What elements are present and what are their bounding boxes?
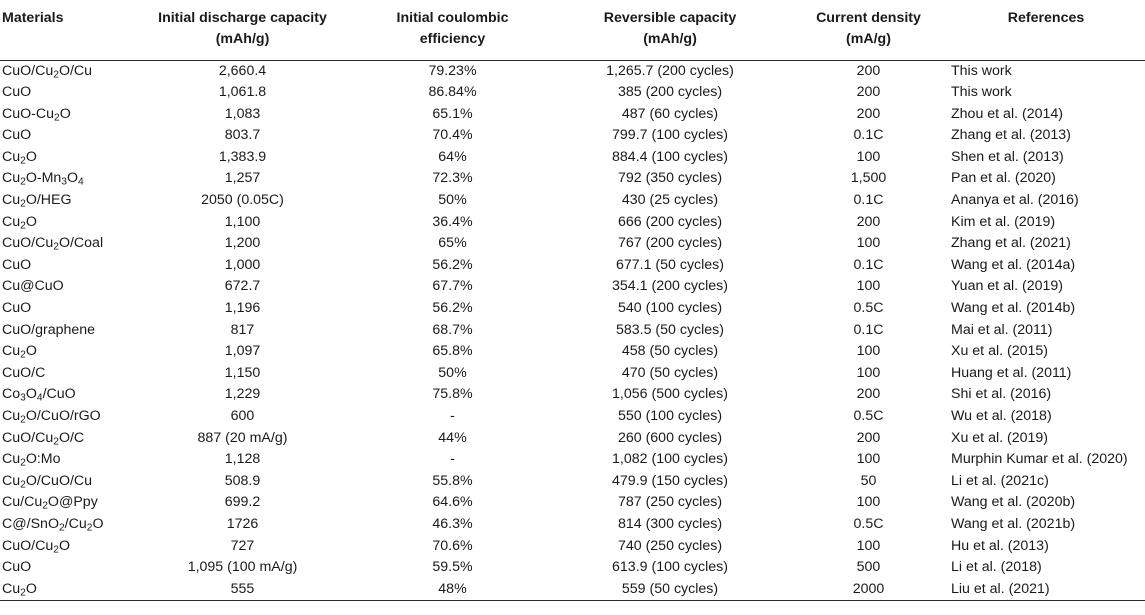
cell-coulombic-efficiency: 64.6%: [432, 494, 473, 511]
cell-reference: Pan et al. (2020): [951, 170, 1056, 187]
cell-coulombic-efficiency: 36.4%: [432, 213, 473, 230]
cell-initial-discharge: 1,257: [224, 170, 261, 187]
cell-coulombic-efficiency: 50%: [438, 192, 467, 209]
cell-reference: Ananya et al. (2016): [951, 192, 1079, 209]
cell-reversible-capacity: 550 (100 cycles): [617, 408, 723, 424]
cell-initial-discharge: 508.9: [224, 472, 261, 489]
cell-reference: Wu et al. (2018): [951, 408, 1052, 424]
table-row: [0, 341, 1145, 363]
cell-coulombic-efficiency: 46.3%: [432, 515, 473, 532]
cell-initial-discharge: 803.7: [224, 127, 261, 144]
cell-initial-discharge: 1,128: [224, 451, 261, 468]
cell-current-density: 200: [856, 105, 881, 122]
cell-reversible-capacity: 814 (300 cycles): [617, 515, 723, 532]
cell-initial-discharge: 1,383.9: [218, 148, 267, 165]
table-row: [0, 60, 1145, 82]
cell-current-density: 200: [856, 429, 881, 446]
cell-material: CuO/$Cu_2O$/Coal: [2, 235, 104, 253]
table-row: [0, 320, 1145, 342]
table-row: [0, 125, 1145, 147]
cell-coulombic-efficiency: 68.7%: [432, 321, 473, 338]
cell-current-density: 0.5C: [853, 300, 884, 317]
table-row: [0, 406, 1145, 428]
cell-coulombic-efficiency: 65.1%: [432, 105, 473, 122]
cell-coulombic-efficiency: 56.2%: [432, 300, 473, 317]
cell-reference: Li et al. (2021c): [951, 472, 1049, 489]
cell-reversible-capacity: 787 (250 cycles): [617, 494, 723, 511]
cell-material: $Cu_2O$: [0, 579, 130, 601]
cell-material: $Cu_2O$: [2, 213, 37, 232]
cell-reversible-capacity: 470 (50 cycles): [621, 364, 719, 381]
cell-material: $Cu_2O$: [2, 148, 37, 167]
cell-reversible-capacity: 1,056 (500 cycles): [612, 386, 728, 403]
cell-reference: Yuan et al. (2019): [951, 278, 1064, 295]
cell-coulombic-efficiency: 67.7%: [432, 278, 473, 295]
cell-material: CuO/$Cu_2O/C$: [2, 429, 85, 448]
header-current-density: Current density (mA/g): [790, 0, 947, 60]
cell-coulombic-efficiency: 65.8%: [432, 343, 473, 360]
cell-initial-discharge: 2,660.4: [218, 62, 267, 79]
cell-material: $Cu_2O-Mn_3O_4$: [2, 170, 84, 189]
table-row: [0, 471, 1145, 493]
table-row: [0, 168, 1145, 190]
cell-material: $Cu_2O/CuO$/rGO: [2, 408, 101, 426]
cell-coulombic-efficiency: 86.84%: [428, 84, 477, 101]
cell-reversible-capacity: 799.7 (100 cycles): [612, 127, 728, 144]
cell-material: CuO/C: [2, 364, 46, 381]
table-row: [0, 492, 1145, 514]
cell-material: $C@/SnO_2/Cu_2O$: [2, 515, 104, 534]
cell-initial-discharge: 2050 (0.05C): [201, 192, 284, 209]
cell-reversible-capacity: 583.5 (50 cycles): [615, 321, 725, 338]
table-row: [0, 233, 1145, 255]
cell-coulombic-efficiency: 55.8%: [432, 472, 473, 489]
header-initial-discharge-capacity: Initial discharge capacity (mAh/g): [130, 0, 355, 60]
cell-initial-discharge: 672.7: [224, 278, 261, 295]
cell-current-density: 100: [856, 494, 881, 511]
cell-current-density: 100: [856, 364, 881, 381]
cell-reference: Kim et al. (2019): [951, 213, 1056, 230]
cell-reference: Xu et al. (2015): [951, 343, 1049, 360]
table-row: [0, 449, 1145, 471]
cell-coulombic-efficiency: 56.2%: [432, 256, 473, 273]
cell-initial-discharge: 555: [130, 579, 355, 601]
cell-reversible-capacity: 666 (200 cycles): [617, 213, 723, 230]
cell-coulombic-efficiency: 59.5%: [432, 559, 473, 576]
cell-material: CuO: [2, 300, 32, 317]
cell-reversible-capacity: 540 (100 cycles): [617, 300, 723, 317]
cell-reference: Zhang et al. (2013): [951, 127, 1071, 144]
cell-current-density: 200: [856, 386, 881, 403]
cell-reversible-capacity: 613.9 (100 cycles): [612, 559, 728, 576]
table-row: [0, 557, 1145, 579]
cell-initial-discharge: 1,100: [224, 213, 261, 230]
header-row: [0, 0, 1145, 60]
cell-reference: Li et al. (2018): [951, 559, 1042, 576]
cell-reference: Zhou et al. (2014): [951, 105, 1063, 122]
cell-material: $Cu_2O:Mo$: [2, 451, 61, 469]
cell-reference: Shi et al. (2016): [951, 386, 1052, 403]
cell-reference: This work: [951, 62, 1012, 79]
cell-material: CuO/graphene: [2, 321, 96, 338]
cell-coulombic-efficiency: -: [450, 408, 455, 424]
cell-material: CuO-$Cu_2O$: [2, 105, 71, 124]
cell-reversible-capacity: 1,265.7 (200 cycles): [606, 62, 734, 79]
cell-material: $Cu_2O$: [2, 343, 37, 361]
cell-reversible-capacity: 260 (600 cycles): [617, 429, 723, 446]
cell-coulombic-efficiency: 70.6%: [432, 537, 473, 554]
cell-reference: Wang et al. (2020b): [951, 494, 1076, 511]
cell-initial-discharge: 1,196: [224, 300, 261, 317]
table-row: [0, 147, 1145, 169]
cell-material: CuO: [2, 256, 32, 273]
cell-current-density: 100: [856, 235, 881, 252]
cell-reference: This work: [951, 84, 1012, 101]
cell-initial-discharge: 1726: [226, 515, 259, 532]
cell-reversible-capacity: 458 (50 cycles): [621, 343, 719, 360]
cell-reversible-capacity: 740 (250 cycles): [617, 537, 723, 554]
header-references: References: [947, 0, 1145, 60]
cell-reference: Murphin Kumar et al. (2020): [951, 451, 1128, 468]
cell-material: Cu@CuO: [2, 278, 64, 295]
table-row: [0, 276, 1145, 298]
cell-coulombic-efficiency: 65%: [438, 235, 467, 252]
table-row: [0, 298, 1145, 320]
cell-material: $Cu/Cu_2O@Ppy$: [2, 494, 98, 512]
cell-current-density: 0.1C: [853, 256, 884, 273]
cell-initial-discharge: 1,097: [224, 343, 261, 360]
cell-current-density: 0.1C: [853, 192, 884, 209]
table-row: [0, 212, 1145, 234]
header-reversible-capacity: Reversible capacity (mAh/g): [550, 0, 790, 60]
cell-reversible-capacity: 884.4 (100 cycles): [612, 148, 728, 165]
cell-current-density: 2000: [790, 579, 947, 601]
cell-coulombic-efficiency: 44%: [438, 429, 467, 446]
cell-initial-discharge: 887 (20 mA/g): [197, 429, 288, 446]
cell-coulombic-efficiency: 79.23%: [428, 62, 477, 79]
cell-reference: Shen et al. (2013): [951, 148, 1064, 165]
cell-current-density: 500: [856, 559, 881, 576]
cell-reversible-capacity: 677.1 (50 cycles): [615, 256, 725, 273]
table-body: [0, 60, 1145, 601]
cell-material: CuO/$Cu_2O/Cu$: [2, 62, 93, 81]
cell-current-density: 100: [856, 451, 881, 468]
cell-initial-discharge: 1,229: [224, 386, 261, 403]
cell-reference: Huang et al. (2011): [951, 364, 1072, 381]
cell-current-density: 0.1C: [853, 127, 884, 144]
cell-initial-discharge: 1,200: [224, 235, 261, 252]
cell-reversible-capacity: 354.1 (200 cycles): [612, 278, 728, 295]
cell-material: CuO: [2, 559, 32, 576]
cell-reversible-capacity: 487 (60 cycles): [621, 105, 719, 122]
cell-current-density: 200: [856, 84, 881, 101]
cell-current-density: 0.1C: [853, 321, 884, 338]
cell-current-density: 200: [856, 213, 881, 230]
cell-initial-discharge: 1,000: [224, 256, 261, 273]
cell-current-density: 100: [856, 343, 881, 360]
cell-material: CuO: [2, 84, 32, 101]
cell-reversible-capacity: 1,082 (100 cycles): [612, 451, 728, 468]
cell-current-density: 1,500: [850, 170, 887, 187]
cell-initial-discharge: 817: [230, 321, 255, 338]
cell-reversible-capacity: 430 (25 cycles): [621, 192, 719, 209]
cell-reversible-capacity: 479.9 (150 cycles): [612, 472, 728, 489]
cell-reference: Liu et al. (2021): [947, 579, 1145, 601]
cell-reference: Wang et al. (2014b): [951, 300, 1076, 317]
cell-material: $Co_3O_4$/CuO: [2, 386, 76, 404]
table-row: [0, 536, 1145, 558]
cell-coulombic-efficiency: 50%: [438, 364, 467, 381]
cell-current-density: 0.5C: [853, 515, 884, 532]
table-row: [0, 384, 1145, 406]
table-header: [0, 0, 1145, 60]
cell-initial-discharge: 1,083: [224, 105, 261, 122]
cell-material: CuO: [2, 127, 32, 144]
table-row: [0, 579, 1145, 601]
cell-initial-discharge: 699.2: [224, 494, 261, 511]
cell-current-density: 100: [856, 148, 881, 165]
header-materials: Materials: [0, 0, 130, 60]
cell-coulombic-efficiency: 75.8%: [432, 386, 473, 403]
cell-reference: Wang et al. (2021b): [951, 515, 1076, 532]
cell-initial-discharge: 600: [230, 408, 255, 424]
cell-current-density: 200: [856, 62, 881, 79]
table-row: [0, 363, 1145, 385]
cell-current-density: 0.5C: [853, 408, 884, 424]
cell-initial-discharge: 727: [230, 537, 255, 554]
cell-current-density: 50: [860, 472, 877, 489]
table-row: [0, 82, 1145, 104]
cell-initial-discharge: 1,150: [224, 364, 261, 381]
cell-material: $Cu_2O$/HEG: [2, 192, 72, 210]
cell-reference: Hu et al. (2013): [951, 537, 1049, 554]
cell-reversible-capacity: 559 (50 cycles): [550, 579, 790, 601]
cell-coulombic-efficiency: -: [450, 451, 455, 468]
cell-coulombic-efficiency: 70.4%: [432, 127, 473, 144]
cell-reference: Mai et al. (2011): [951, 321, 1053, 338]
cell-initial-discharge: 1,095 (100 mA/g): [187, 559, 298, 576]
cell-initial-discharge: 1,061.8: [218, 84, 267, 101]
table-row: [0, 428, 1145, 450]
cell-material: CuO/$Cu_2O$: [2, 537, 70, 556]
cell-coulombic-efficiency: 64%: [438, 148, 467, 165]
table-row: [0, 190, 1145, 212]
cell-current-density: 100: [856, 278, 881, 295]
cell-coulombic-efficiency: 48%: [355, 579, 550, 601]
table-row: [0, 104, 1145, 126]
cell-material: $Cu_2O/CuO/Cu$: [2, 472, 93, 491]
header-initial-coulombic-efficiency: Initial coulombic efficiency: [355, 0, 550, 60]
cell-coulombic-efficiency: 72.3%: [432, 170, 473, 187]
table-row: [0, 255, 1145, 277]
cell-reversible-capacity: 385 (200 cycles): [617, 84, 723, 101]
cell-current-density: 100: [856, 537, 881, 554]
table-row: [0, 514, 1145, 536]
cell-reference: Xu et al. (2019): [951, 429, 1049, 446]
cell-reversible-capacity: 767 (200 cycles): [617, 235, 723, 252]
cell-reversible-capacity: 792 (350 cycles): [617, 170, 723, 187]
cell-reference: Wang et al. (2014a): [951, 256, 1076, 273]
cell-reference: Zhang et al. (2021): [951, 235, 1071, 252]
